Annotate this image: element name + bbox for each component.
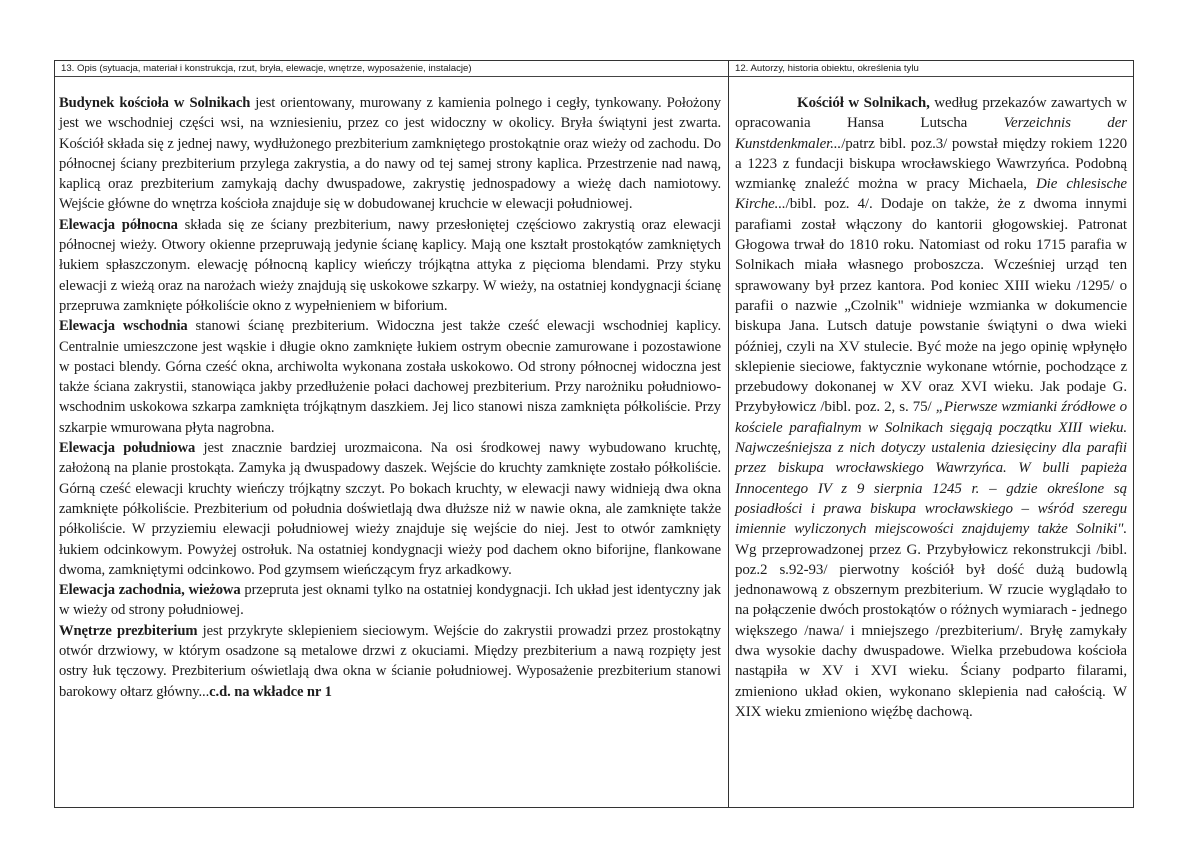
history-paragraph (735, 93, 1127, 722)
history-text-2: /patrz bibl. poz.3/ powstał między rokiem 1220 a 1223 z fundacji biskupa wrocławskiego Wawrzyńca. Podobną wzmiankę znaleźć można w pracy Michaela, (735, 135, 1127, 193)
section-13-header: 13. Opis (sytuacja, materiał i konstrukcja, rzut, bryła, elewacje, wnętrze, wyposażenie, instalacje) (61, 63, 472, 74)
history-text-1: według przekazów zawartych w opracowania Hansa Lutscha (735, 95, 1127, 132)
form-sheet (54, 60, 1134, 808)
heading-church: Kościół w Solnikach, (797, 95, 930, 111)
west-elevation-paragraph (59, 580, 721, 621)
building-paragraph (59, 93, 721, 215)
continuation-note: c.d. na wkładce nr 1 (209, 683, 332, 700)
citation-michael: Die chlesische Kirche... (735, 176, 1127, 213)
header-rule-right (728, 76, 1133, 77)
heading-east: Elewacja wschodnia (59, 318, 188, 335)
text-interior: jest przykryte sklepieniem sieciowym. Wejście do zakrystii prowadzi przez prostokątny otwór drzwiowy, w którym osadzone są metalowe drzwi z okuciami. Między prezbiterium a nawą rozpięty jest ostry łuk tęczowy. Prezbiterium oświetlają dwa okna w ścianie południowej. Wyposażenie prezbiterium stanowi barokowy ołtarz główny... (59, 622, 721, 700)
citation-lutsch: Verzeichnis der Kunstdenkmaler... (735, 115, 1127, 152)
text-north: składa się ze ściany prezbiterium, nawy przesłoniętej częściowo zakrystią oraz elewacji północnej wieży. Otwory okienne przepruwają jedynie ścianę kaplicy. Mają one kształt prostokątów zamkniętych łukiem spłaszczonym. elewację północną kaplicy wieńczy trójkątna attyka z pięcioma blendami. Przy styku elewacji z wieżą oraz na narożach wieży znajdują się uskokowe szkarpy. W wieży, na ostatniej kondygnacji ścianę przepruwa zamknięte półkoliście okno z wypełnieniem w biforium. (59, 216, 721, 314)
heading-west: Elewacja zachodnia, wieżowa (59, 582, 241, 599)
heading-north: Elewacja północna (59, 216, 178, 233)
column-divider (728, 61, 729, 807)
heading-interior: Wnętrze prezbiterium (59, 622, 198, 639)
text-west: przepruta jest oknami tylko na ostatniej kondygnacji. Ich układ jest identyczny jak w wieży od strony południowej. (59, 582, 721, 619)
section-12-header: 12. Autorzy, historia obiektu, określenia tylu (735, 63, 919, 74)
description-column (59, 93, 721, 702)
north-elevation-paragraph (59, 215, 721, 316)
heading-building: Budynek kościoła w Solnikach (59, 95, 251, 111)
heading-south: Elewacja południowa (59, 440, 196, 457)
text-building: jest orientowany, murowany z kamienia polnego i cegły, tynkowany. Położony jest we wschodniej części wsi, na wzniesieniu, przez co jest widoczny w okolicy. Bryła świątyni jest zwarta. Kościół składa się z jednej nawy, wydłużonego prezbiterium zamkniętego prostokątnie oraz wieży od zachodu. Do północnej ściany prezbiterium przylega zakrystia, a do nawy od tej samej strony kaplica. Przestrzenie nad nawą, kaplicą oraz prezbiterium zamykają dachy dwuspadowe, zakrystię jednospadowy a wieżę dach namiotowy. Wejście główne do wnętrza kościoła znajduje się w dobudowanej kruchcie w elewacji południowej. (59, 95, 722, 213)
quote-przybylowicz: „Pierwsze wzmianki źródłowe o kościele parafialnym w Solnikach sięgają początku XIII wieku. Najwcześniejsza z nich dotyczy ustalenia dziesięciny dla parafii przez biskupa wrocławskiego Wawrzyńca. W bulli papieża Innocentego IV z 9 sierpnia 1245 r. – gdzie określone są posiadłości i prawa biskupa wrocławskiego – wśród szeregu imiennie wyliczonych miejscowości znajdujemy także Solniki". (735, 399, 1127, 538)
interior-paragraph (59, 621, 721, 702)
history-text-3: /bibl. poz. 4/. Dodaje on także, że z dwoma innymi parafiami został włączony do kantorii głogowskiej. Patronat Głogowa trwał do 1810 roku. Natomiast od roku 1715 parafia w Solnikach miała własnego proboszcza. Wcześniej urząd ten sprawowany był przez kantora. Pod koniec XIII wieku /1295/ o parafii o nazwie „Czolnik" widnieje wzmianka w dokumencie biskupa Jana. Lutsch datuje powstanie świątyni o dwa wieki później, czyli na XV stulecie. Być może na jego opinię wpłynęło sklepienie sieciowe, faktycznie wykonane wtórnie, pochodzące z przebudowy dokonanej w XV oraz XVI wieku. Jak podaje G. Przybyłowicz /bibl. poz. 2, s. 75/ (735, 196, 1127, 416)
text-east: stanowi ścianę prezbiterium. Widoczna jest także cześć elewacji wschodniej kaplicy. Centralnie umieszczone jest wąskie i długie okno zamknięte łukiem ostrym obecnie zamurowane i pozostawione w postaci blendy. Górna cześć okna, archiwolta wykonana została uskokowo. Od strony północnej widoczna jest także ściana zakrystii, stanowiąca jakby przedłużenie połaci dachowej prezbiterium. Przy narożniku południowo-wschodnim uskokowa szkarpa zamknięta trójkątnym daszkiem. Jej lico stanowi nisza zamknięta półkoliście. Przy szkarpie wmurowana płyta nagrobna. (59, 318, 721, 436)
text-south: jest znacznie bardziej urozmaicona. Na osi środkowej nawy wybudowano kruchtę, założoną na planie prostokąta. Zamyka ją dwuspadowy daszek. Wejście do kruchty zamknięte zostało półkoliście. Górną cześć elewacji kruchty wieńczy trójkątny szczyt. Po bokach kruchty, w elewacji nawy widnieją dwa okna zamknięte półkoliście. Prezbiterium od południa doświetlają dwa dłuższe niż w nawie okna, ale zamknięte także półkoliście. W przyziemiu elewacji południowej wieży znajduje się wejście do niej. Jest to otwór zamknięty łukiem odcinkowym. Powyżej ostrołuk. Na ostatniej kondygnacji wieży pod dachem okno biforijne, flankowane dwoma, zamkniętymi odcinkowo. Pod gzymsem wieńczącym fryz arkadkowy. (59, 440, 721, 578)
history-text-4: Wg przeprowadzonej przez G. Przybyłowicz rekonstrukcji /bibl. poz.2 s.92-93/ pierwotny kościół był dość dużą budowlą jednonawową z obszernym prezbiterium. W rzucie wyglądało to na połączenie dwóch prostokątów o różnych wymiarach - jednego większego /nawa/ i mniejszego /prezbiterium/. Bryłę zamykały dwa wysokie dachy dwuspadowe. Wielka przebudowa kościoła nastąpiła w XV i XVI wieku. Ściany podparto filarami, zmieniono układ okien, wykonano sklepienia nad całością. W XIX wieku zmieniono więźbę dachową. (735, 541, 1127, 720)
south-elevation-paragraph (59, 438, 721, 580)
header-rule-left (55, 76, 728, 77)
history-column (735, 93, 1127, 722)
east-elevation-paragraph (59, 316, 721, 438)
